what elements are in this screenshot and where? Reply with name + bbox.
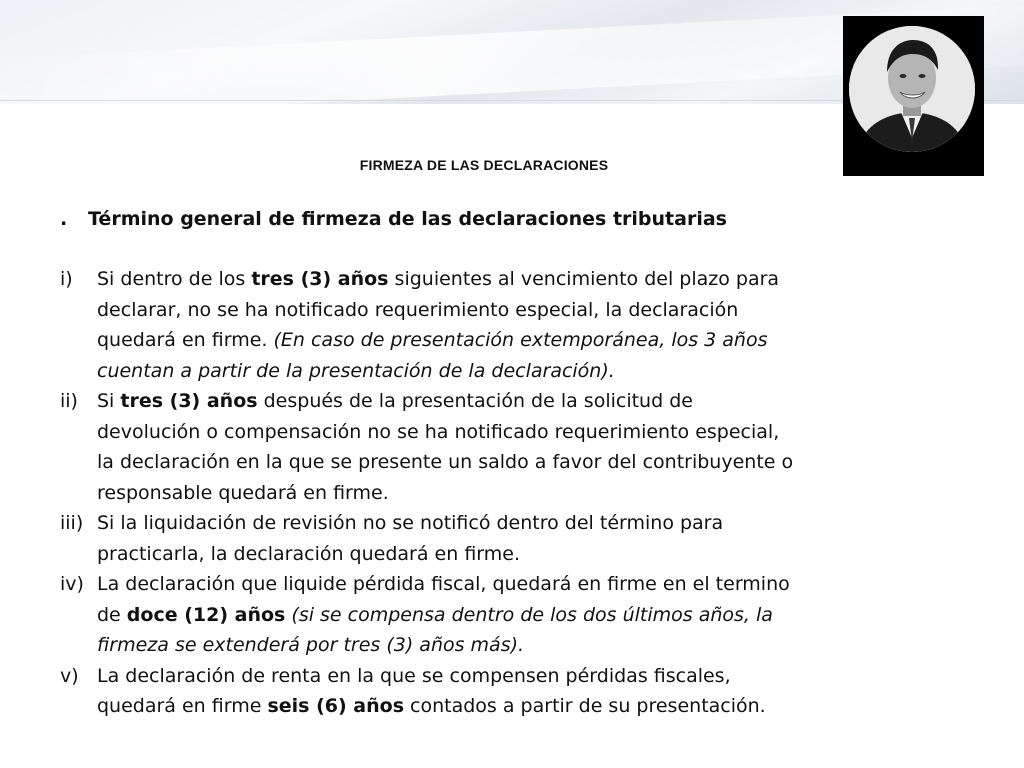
item-text-run: después de la presentación de la solicitud de devolución o compensación no se ha notificado requerimiento especial, la declaración en la que se presente un saldo a favor del contribuyente o responsable quedará en firme. xyxy=(97,390,794,504)
item-text-run: Si xyxy=(97,390,121,412)
person-portrait-icon xyxy=(849,26,975,152)
item-emphasis: tres (3) años xyxy=(120,390,258,412)
item-text-run: La declaración de renta en la que se compensen pérdidas fiscales, quedará en firme xyxy=(97,664,731,717)
section-heading xyxy=(60,205,780,233)
list-item xyxy=(60,386,800,508)
item-text-run: siguientes al vencimiento del plazo para declarar, no se ha notificado requerimiento especial, la declaración quedará en firme. xyxy=(97,268,780,351)
item-marker: iii) xyxy=(60,512,84,534)
item-emphasis: seis (6) años xyxy=(267,695,404,717)
item-text xyxy=(97,386,800,508)
firmness-terms-list xyxy=(60,264,800,722)
slide-title: FIRMEZA DE LAS DECLARACIONES xyxy=(359,157,609,173)
item-text-run: La declaración que liquide pérdida fiscal, quedará en firme en el termino de xyxy=(97,573,790,626)
item-text-run: Si dentro de los xyxy=(97,268,252,290)
list-item xyxy=(60,661,800,722)
heading-text: Término general de firmeza de las declaraciones tributarias xyxy=(88,208,727,230)
item-marker: i) xyxy=(60,268,73,290)
list-item xyxy=(60,264,800,386)
item-text xyxy=(97,264,800,386)
item-text xyxy=(97,661,800,722)
item-marker: ii) xyxy=(60,390,78,412)
item-emphasis: tres (3) años xyxy=(251,268,389,290)
item-text-run: contados a partir de su presentación. xyxy=(404,695,766,717)
list-item xyxy=(60,508,800,569)
item-text xyxy=(97,569,800,661)
item-marker: v) xyxy=(60,664,79,687)
item-note: (En caso de presentación extemporánea, los 3 años cuentan a partir de la presentación de la declaración). xyxy=(97,329,768,382)
item-emphasis: doce (12) años xyxy=(126,603,286,626)
item-text-run: Si la liquidación de revisión no se notificó dentro del término para practicarla, la declaración quedará en firme. xyxy=(97,512,724,565)
item-text xyxy=(97,508,800,569)
item-note: (si se compensa dentro de los dos últimos años, la firmeza se extenderá por tres (3) años más). xyxy=(97,603,773,656)
item-marker: iv) xyxy=(60,573,84,595)
list-item xyxy=(60,569,800,661)
heading-bullet: . xyxy=(60,208,68,230)
presenter-photo xyxy=(843,16,984,176)
